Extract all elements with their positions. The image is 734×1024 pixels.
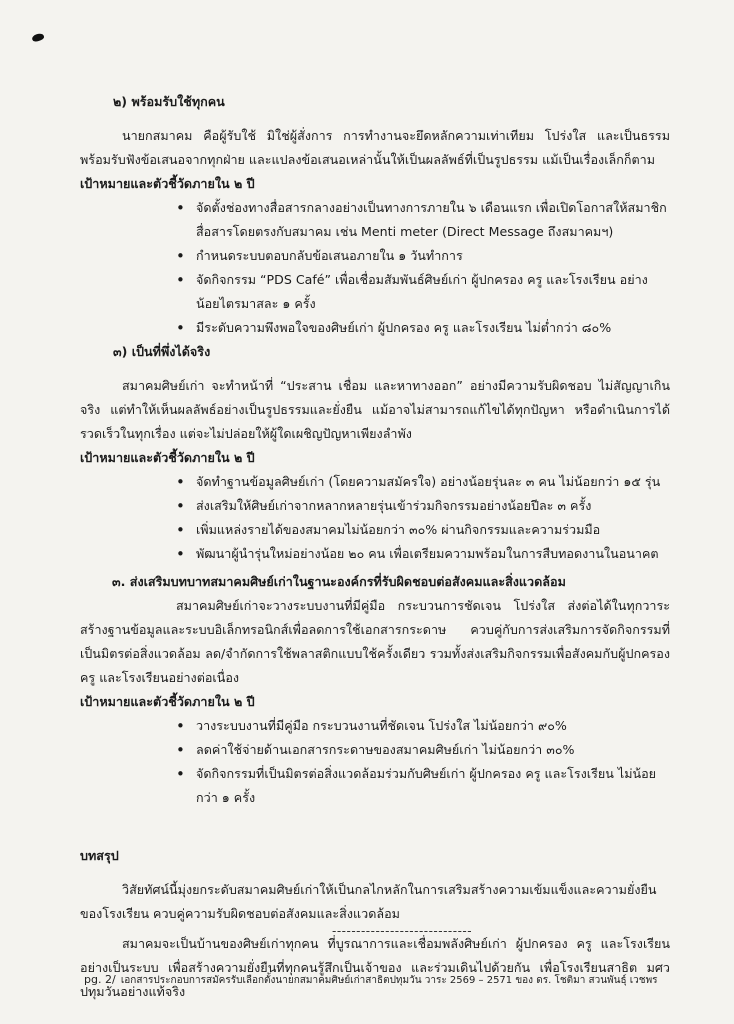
section-heading: ๓) เป็นที่พึ่งได้จริง — [113, 344, 211, 359]
summary-heading: บทสรุป — [80, 848, 119, 863]
goal-item: • ลดค่าใช้จ่ายด้านเอกสารกระดาษของสมาคมศิษย์เก่า ไม่น้อยกว่า ๓๐% — [176, 738, 670, 762]
goal-item: • พัฒนาผู้นำรุ่นใหม่อย่างน้อย ๒๐ คน เพื่อเตรียมความพร้อมในการสืบทอดงานในอนาคต — [176, 542, 670, 566]
section-heading: ๓. ส่งเสริมบทบาทสมาคมศิษย์เก่าในฐานะองค์กรที่รับผิดชอบต่อสังคมและสิ่งแวดล้อม — [112, 574, 566, 589]
section-paragraph: นายกสมาคม คือผู้รับใช้ มิใช่ผู้สั่งการ การทำงานจะยึดหลักความเท่าเทียม โปร่งใส และเป็นธรรม พร้อมรับฟังข้อเสนอจากทุกฝ่าย และแปลงข้อเสนอเหล่านั้นให้เป็นผลลัพธ์ที่เป็นรูปธรรม แม้เป็นเรื่องเล็กก็ตาม — [80, 128, 670, 167]
goal-item: • มีระดับความพึงพอใจของศิษย์เก่า ผู้ปกครอง ครู และโรงเรียน ไม่ต่ำกว่า ๘๐% — [176, 316, 670, 340]
section-paragraph: สมาคมศิษย์เก่าจะวางระบบงานที่มีคู่มือ กระบวนการชัดเจน โปร่งใส ส่งต่อได้ในทุกวาระ สร้างฐานข้อมูลและระบบอิเล็กทรอนิกส์เพื่อลดการใช้เอกสารกระดาษ ควบคู่กับการส่งเสริมการจัดกิจกรรมที่เป็นมิตรต่อสิ่งแวดล้อม ลด/จำกัดการใช้พลาสติกแบบใช้ครั้งเดียว รวมทั้งส่งเสริมกิจกรรมเพื่อสังคมกับผู้ปกครอง ครู และโรงเรียนอย่างต่อเนื่อง — [80, 598, 670, 685]
section-heading: ๒) พร้อมรับใช้ทุกคน — [113, 94, 225, 109]
goal-list — [80, 470, 670, 566]
goal-title: เป้าหมายและตัวชี้วัดภายใน ๒ ปี — [80, 176, 255, 191]
summary-paragraph: สมาคมจะเป็นบ้านของศิษย์เก่าทุกคน ที่บูรณาการและเชื่อมพลังศิษย์เก่า ผู้ปกครอง ครู และโรงเรียนอย่างเป็นระบบ เพื่อสร้างความยั่งยืนที่ทุกคนรู้สึกเป็นเจ้าของ และร่วมเดินไปด้วยกัน เพื่อโรงเรียนสาธิต มศว ปทุมวันอย่างแท้จริง — [80, 936, 670, 999]
section-paragraph: สมาคมศิษย์เก่า จะทำหน้าที่ “ประสาน เชื่อม และหาทางออก” อย่างมีความรับผิดชอบ ไม่สัญญาเกินจริง แต่ทำให้เห็นผลลัพธ์อย่างเป็นรูปธรรมและยั่งยืน แม้อาจไม่สามารถแก้ไขได้ทุกปัญหา หรือดำเนินการได้รวดเร็วในทุกเรื่อง แต่จะไม่ปล่อยให้ผู้ใดเผชิญปัญหาเพียงลำพัง — [80, 378, 670, 441]
goal-item: • จัดตั้งช่องทางสื่อสารกลางอย่างเป็นทางการภายใน ๖ เดือนแรก เพื่อเปิดโอกาสให้สมาชิกสื่อสารโดยตรงกับสมาคม เช่น Menti meter (Direct Message ถึงสมาคมฯ) — [176, 196, 670, 244]
page-number: pg. 2/ — [84, 973, 116, 986]
goal-list — [80, 196, 670, 340]
goal-item: • กำหนดระบบตอบกลับข้อเสนอภายใน ๑ วันทำการ — [176, 244, 670, 268]
goal-title: เป้าหมายและตัวชี้วัดภายใน ๒ ปี — [80, 450, 255, 465]
ink-blot — [31, 32, 45, 43]
goal-item: • เพิ่มแหล่งรายได้ของสมาคมไม่น้อยกว่า ๓๐% ผ่านกิจกรรมและความร่วมมือ — [176, 518, 670, 542]
page-footer — [84, 973, 658, 988]
goal-item: • จัดทำฐานข้อมูลศิษย์เก่า (โดยความสมัครใจ) อย่างน้อยรุ่นละ ๓ คน ไม่น้อยกว่า ๑๕ รุ่น — [176, 470, 670, 494]
summary-paragraph: วิสัยทัศน์นี้มุ่งยกระดับสมาคมศิษย์เก่าให้เป็นกลไกหลักในการเสริมสร้างความเข้มแข็งและความยั่งยืนของโรงเรียน ควบคู่ความรับผิดชอบต่อสังคมและสิ่งแวดล้อม — [80, 882, 657, 921]
divider-line: ----------------------------- — [332, 924, 473, 938]
footer-text: เอกสารประกอบการสมัครรับเลือกตั้งนายกสมาคมศิษย์เก่าสาธิตปทุมวัน วาระ 2569 – 2571 ของ ดร. โชติมา สวนพันธุ์ เวชพร — [120, 975, 658, 986]
goal-title: เป้าหมายและตัวชี้วัดภายใน ๒ ปี — [80, 694, 255, 709]
goal-item: • จัดกิจกรรมที่เป็นมิตรต่อสิ่งแวดล้อมร่วมกับศิษย์เก่า ผู้ปกครอง ครู และโรงเรียน ไม่น้อยกว่า ๑ ครั้ง — [176, 762, 670, 810]
goal-item: • วางระบบงานที่มีคู่มือ กระบวนงานที่ชัดเจน โปร่งใส ไม่น้อยกว่า ๙๐% — [176, 714, 670, 738]
goal-item: • จัดกิจกรรม “PDS Café” เพื่อเชื่อมสัมพันธ์ศิษย์เก่า ผู้ปกครอง ครู และโรงเรียน อย่างน้อยไตรมาสละ ๑ ครั้ง — [176, 268, 670, 316]
goal-item: • ส่งเสริมให้ศิษย์เก่าจากหลากหลายรุ่นเข้าร่วมกิจกรรมอย่างน้อยปีละ ๓ ครั้ง — [176, 494, 670, 518]
document-body — [80, 90, 670, 1004]
goal-list — [80, 714, 670, 810]
